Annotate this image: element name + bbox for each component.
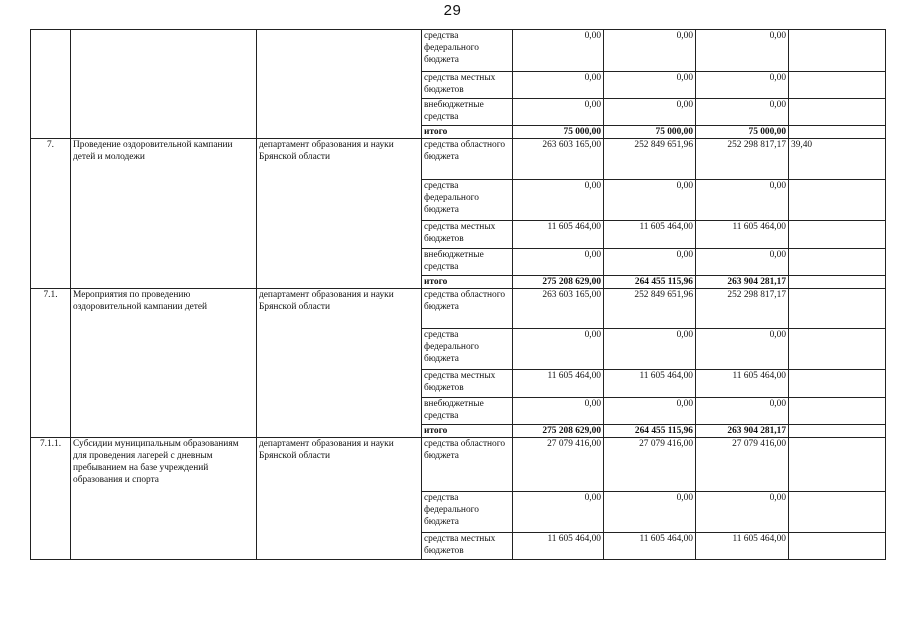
indicator-cell [789, 398, 886, 425]
amount-year3-cell: 0,00 [696, 492, 789, 533]
funding-source-cell: итого [422, 276, 513, 289]
amount-year3-cell: 0,00 [696, 180, 789, 221]
funding-source-cell: средства областного бюджета [422, 139, 513, 180]
amount-year2-cell: 75 000,00 [604, 126, 696, 139]
amount-year2-cell: 11 605 464,00 [604, 221, 696, 249]
amount-year1-cell: 263 603 165,00 [513, 139, 604, 180]
funding-source-cell: итого [422, 126, 513, 139]
amount-year1-cell: 0,00 [513, 30, 604, 72]
indicator-cell [789, 492, 886, 533]
budget-table [30, 29, 886, 560]
funding-source-cell: средства федерального бюджета [422, 30, 513, 72]
amount-year3-cell: 263 904 281,17 [696, 276, 789, 289]
indicator-cell [789, 30, 886, 72]
executor-cell [257, 30, 422, 139]
indicator-cell [789, 72, 886, 99]
funding-source-cell: средства областного бюджета [422, 289, 513, 329]
amount-year3-cell: 11 605 464,00 [696, 533, 789, 560]
amount-year2-cell: 252 849 651,96 [604, 289, 696, 329]
amount-year3-cell: 75 000,00 [696, 126, 789, 139]
amount-year2-cell: 264 455 115,96 [604, 425, 696, 438]
measure-name-cell: Проведение оздоровительной кампании детей и молодежи [71, 139, 257, 289]
indicator-cell [789, 180, 886, 221]
indicator-cell [789, 370, 886, 398]
amount-year3-cell: 0,00 [696, 249, 789, 276]
funding-source-cell: средства федерального бюджета [422, 329, 513, 370]
amount-year1-cell: 0,00 [513, 398, 604, 425]
amount-year1-cell: 0,00 [513, 249, 604, 276]
amount-year2-cell: 252 849 651,96 [604, 139, 696, 180]
amount-year3-cell: 11 605 464,00 [696, 221, 789, 249]
page-number: 29 [443, 2, 462, 19]
amount-year1-cell: 0,00 [513, 329, 604, 370]
amount-year2-cell: 0,00 [604, 492, 696, 533]
amount-year3-cell: 27 079 416,00 [696, 438, 789, 492]
amount-year2-cell: 11 605 464,00 [604, 533, 696, 560]
amount-year2-cell: 0,00 [604, 329, 696, 370]
measure-name-cell: Субсидии муниципальным образованиям для проведения лагерей с дневным пребыванием на базе учреждений образования и спорта [71, 438, 257, 560]
measure-name-cell [71, 30, 257, 139]
amount-year3-cell: 0,00 [696, 99, 789, 126]
amount-year1-cell: 263 603 165,00 [513, 289, 604, 329]
funding-source-cell: средства федерального бюджета [422, 492, 513, 533]
amount-year2-cell: 0,00 [604, 249, 696, 276]
indicator-cell [789, 99, 886, 126]
amount-year2-cell: 264 455 115,96 [604, 276, 696, 289]
indicator-cell [789, 249, 886, 276]
amount-year1-cell: 275 208 629,00 [513, 276, 604, 289]
funding-source-cell: внебюджетные средства [422, 99, 513, 126]
table-row [31, 438, 886, 492]
amount-year1-cell: 11 605 464,00 [513, 221, 604, 249]
executor-cell: департамент образования и науки Брянской области [257, 289, 422, 438]
amount-year2-cell: 27 079 416,00 [604, 438, 696, 492]
funding-source-cell: средства федерального бюджета [422, 180, 513, 221]
amount-year3-cell: 0,00 [696, 30, 789, 72]
row-number-cell: 7. [31, 139, 71, 289]
amount-year3-cell: 252 298 817,17 [696, 139, 789, 180]
indicator-cell [789, 126, 886, 139]
amount-year2-cell: 0,00 [604, 99, 696, 126]
amount-year3-cell: 252 298 817,17 [696, 289, 789, 329]
amount-year1-cell: 0,00 [513, 180, 604, 221]
funding-source-cell: внебюджетные средства [422, 249, 513, 276]
amount-year3-cell: 0,00 [696, 72, 789, 99]
executor-cell: департамент образования и науки Брянской области [257, 139, 422, 289]
amount-year1-cell: 0,00 [513, 492, 604, 533]
executor-cell: департамент образования и науки Брянской области [257, 438, 422, 560]
row-number-cell [31, 30, 71, 139]
indicator-cell [789, 221, 886, 249]
indicator-cell [789, 533, 886, 560]
row-number-cell: 7.1.1. [31, 438, 71, 560]
amount-year3-cell: 0,00 [696, 398, 789, 425]
amount-year2-cell: 0,00 [604, 398, 696, 425]
funding-source-cell: средства областного бюджета [422, 438, 513, 492]
amount-year1-cell: 0,00 [513, 72, 604, 99]
indicator-cell [789, 425, 886, 438]
indicator-cell [789, 329, 886, 370]
table-row [31, 139, 886, 180]
table-row [31, 289, 886, 329]
table-body [31, 30, 886, 560]
funding-source-cell: средства местных бюджетов [422, 370, 513, 398]
amount-year3-cell: 263 904 281,17 [696, 425, 789, 438]
amount-year1-cell: 75 000,00 [513, 126, 604, 139]
funding-source-cell: итого [422, 425, 513, 438]
funding-source-cell: средства местных бюджетов [422, 221, 513, 249]
amount-year1-cell: 11 605 464,00 [513, 370, 604, 398]
funding-source-cell: внебюджетные средства [422, 398, 513, 425]
row-number-cell: 7.1. [31, 289, 71, 438]
amount-year2-cell: 11 605 464,00 [604, 370, 696, 398]
amount-year1-cell: 275 208 629,00 [513, 425, 604, 438]
funding-source-cell: средства местных бюджетов [422, 72, 513, 99]
indicator-cell [789, 276, 886, 289]
indicator-cell [789, 289, 886, 329]
amount-year2-cell: 0,00 [604, 30, 696, 72]
table-row [31, 30, 886, 72]
indicator-cell: 39,40 [789, 139, 886, 180]
amount-year2-cell: 0,00 [604, 180, 696, 221]
indicator-cell [789, 438, 886, 492]
amount-year1-cell: 0,00 [513, 99, 604, 126]
amount-year1-cell: 27 079 416,00 [513, 438, 604, 492]
amount-year2-cell: 0,00 [604, 72, 696, 99]
measure-name-cell: Мероприятия по проведению оздоровительной кампании детей [71, 289, 257, 438]
funding-source-cell: средства местных бюджетов [422, 533, 513, 560]
amount-year3-cell: 11 605 464,00 [696, 370, 789, 398]
amount-year1-cell: 11 605 464,00 [513, 533, 604, 560]
amount-year3-cell: 0,00 [696, 329, 789, 370]
